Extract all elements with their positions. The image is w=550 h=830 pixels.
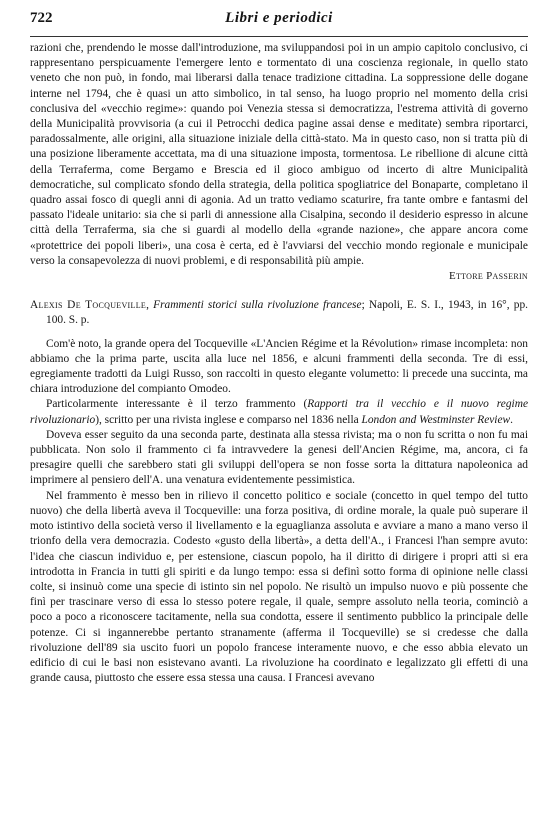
review-body (30, 337, 528, 687)
previous-review-paragraph: razioni che, prendendo le mosse dall'introduzione, ma sviluppandosi poi in un ampio capitolo conclusivo, ci rappresentano perspicuamente l'emergere lento e tormentato di una coscienza regionale, in quello stato veneto che non può, in fondo, mai liberarsi dalla tenace tradizione cittadina. La soppressione delle dogane interne nel 1794, che è quasi un atto simbolico, in tal senso, ha luogo proprio nel momento della crisi conclusiva del «vecchio regime»: quando poi Venezia stessa si democratizza, l'estrema attività di governo della Municipalità provvisoria (a cui il Petrocchi dedica pagine assai dense e meditate) sembra riportarci, paradossalmente, alle origini, alla situazione iniziale della città-stato. Ma in questo caso, non si tratta più di una posizione liberamente accettata, ma di una situazione imposta, tormentosa. Le ribellione di alcune città della Terraferma, come Bergamo e Brescia ed il gioco ambiguo od incerto di altre Municipalità democratiche, sul complicato sfondo della strategia, della politica spogliatrice del Bonaparte, completano il quadro assai fosco di quegli anni di agonia. Ad un tratto vediamo scaturire, fra tante ombre e fantasmi del passato l'ideale unitario: sia che si parli di annessione alla Cisalpina, secondo il desiderio espresso in alcune città della Terraferma, sia che si guardi al modello della «grande nazione», che appare ancora come «protettrice dei popoli liberi», una cosa è certa, ed è l'avviarsi del vecchio mondo regionale e municipale verso la consapevolezza di nuovi problemi, e di responsabilità più ampie. (30, 42, 528, 267)
header-rule (30, 36, 528, 37)
review-author: Alexis De Tocqueville (30, 299, 147, 312)
review-paragraph-4: Nel frammento è messo ben in rilievo il concetto politico e sociale (concetto in quel tempo del tutto nuovo) che della libertà aveva il Tocqueville: una forza positiva, di ordine morale, la quale può superare il moto istintivo della società verso il livellamento e la eguaglianza assoluta e avviare a mano a mano verso il trionfo della vera democrazia. Codesto «gusto della libertà», a detta dell'A., i Francesi l'han sempre avuto: l'idea che ciascun individuo e, per estensione, ciascun popolo, ha il diritto di dirigere i propri atti si era introdotta in Francia in tutti gli spiriti e da lungo tempo: essa si definì sotto forma di opinione nelle classi colte, si insinuò come una specie di istinto sin nel popolo. Ne risultò un impulso nuovo e più possente che finì per trascinare verso di essa lo stesso potere regale, il quale, sempre assoluto nella teoria, cominciò a poco a poco a riconoscere tacitamente, nella sua condotta, essere il sentimento pubblico la principale delle potenze. Ci si ingannerebbe pertanto stranamente (afferma il Tocqueville) se si credesse che dalla rivoluzione dell'89 sia uscito fuori un popolo francese interamente nuovo, e che esso abbia elevato un edificio di cui le basi non esistevano avanti. La rivoluzione ha coordinato e legalizzato gli effetti di una grande causa, piuttosto che essere essa stessa una causa. I Francesi avevano (30, 489, 528, 685)
review-book-title: Frammenti storici sulla rivoluzione francese (153, 299, 362, 312)
review-paragraph-2-text-a: Particolarmente interessante è il terzo frammento ( (46, 398, 308, 411)
review-paragraph-1: Com'è noto, la grande opera del Tocqueville «L'Ancien Régime et la Révolution» rimase incompleta: non abbiamo che la prima parte, uscita alla luce nel 1856, e alcuni frammenti della seconda. Tre di essi, egregiamente tradotti da Luigi Russo, son raccolti in questo elegante volumetto: li precede una succinta, ma chiara introduzione del compianto Omodeo. (30, 337, 528, 396)
fragment-title: Rapporti tra il vecchio e il nuovo regime rivoluzionario (30, 398, 528, 426)
journal-title: London and Westminster Review (361, 413, 511, 426)
review-paragraph-2-text-b: ), scritto per una rivista inglese e comparso nel 1836 nella (95, 413, 362, 426)
page-number: 722 (30, 10, 53, 26)
running-title: Libri e periodici (225, 10, 333, 26)
previous-review (30, 41, 528, 284)
reviewer-signature: Ettore Passerin (448, 270, 528, 283)
page (30, 10, 528, 686)
review-paragraph-3: Doveva esser seguito da una seconda parte, destinata alla stessa rivista; ma o non fu scritta o non fu mai pubblicata. Non solo il frammento ci fa intravvedere la genesi dell'Ancien Régime, ma, ancora, ci fa presagire quelli che sarebbero stati gli sviluppi dell'opera se non fosse sorta la dittatura napoleonica ad imprimere al pensiero dell'A. una venatura evidentemente pessimistica. (30, 428, 528, 487)
review-paragraph-2-text-c: . (510, 413, 513, 426)
review-publication: ; Napoli, E. S. I., 1943, in 16°, pp. 100. S. p. (46, 299, 529, 327)
page-header (30, 10, 528, 36)
review-bibliographic-entry: Alexis De Tocqueville, Frammenti storici sulla rivoluzione francese; Napoli, E. S. I., 1943, in 16°, pp. 100. S. p. (30, 299, 529, 327)
review-paragraph-2 (30, 397, 528, 427)
